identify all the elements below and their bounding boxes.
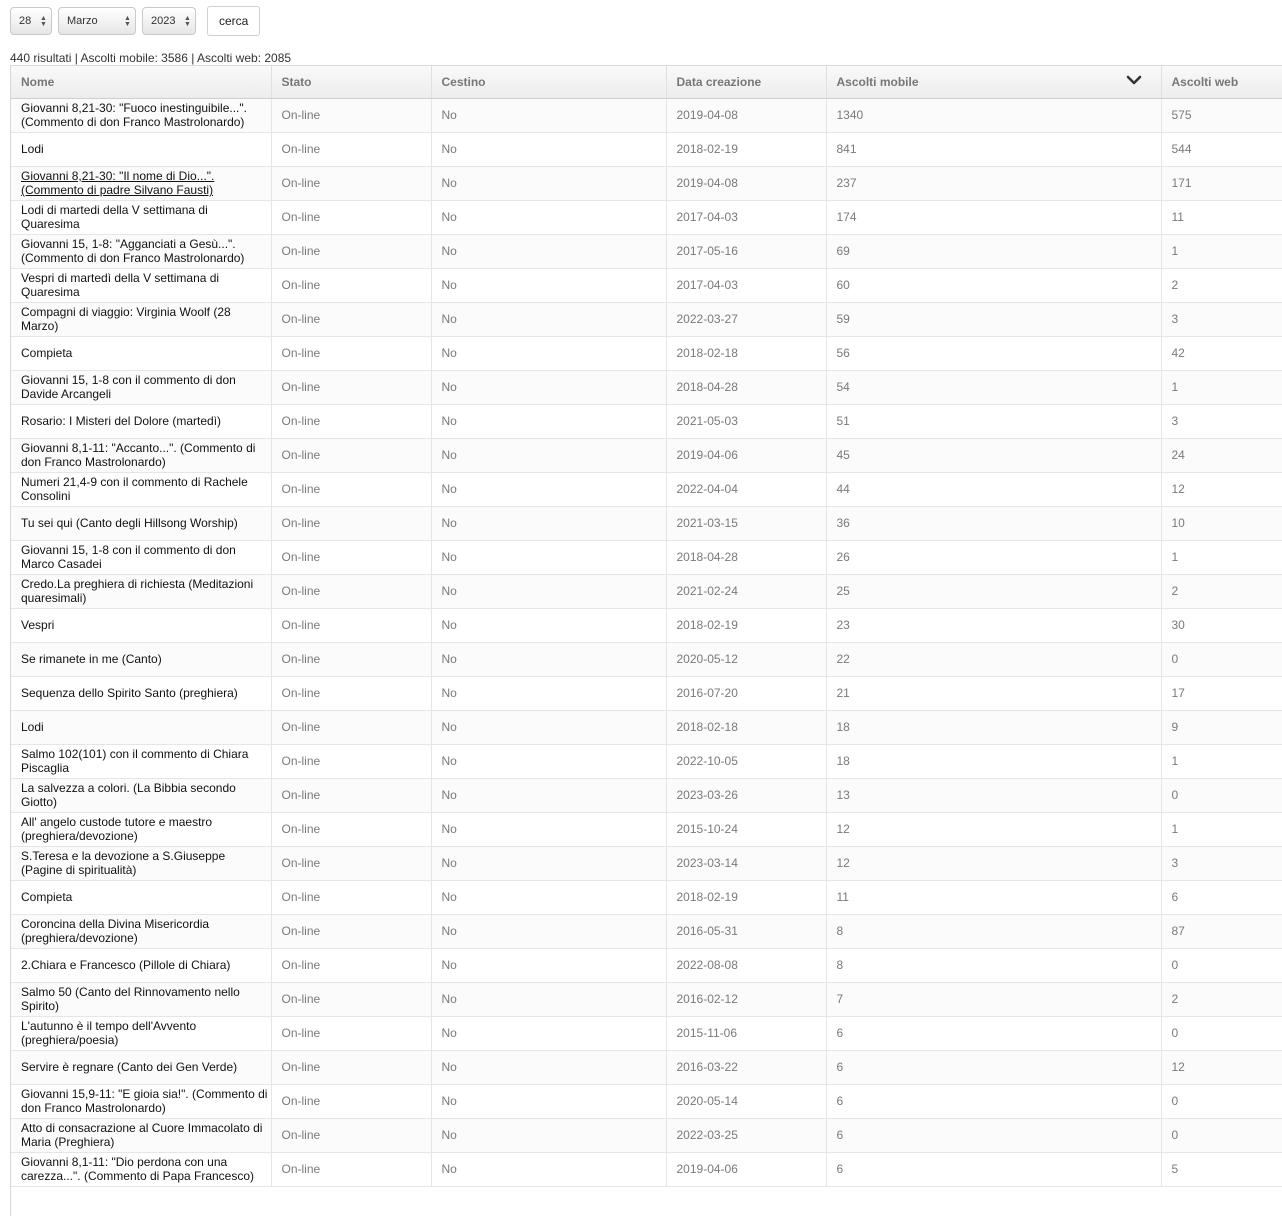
cell-data-creazione: 2022-03-27 <box>666 302 826 336</box>
cell-ascolti-web: 87 <box>1161 914 1282 948</box>
cell-ascolti-mobile: 8 <box>826 914 1161 948</box>
cell-ascolti-web: 544 <box>1161 132 1282 166</box>
table-row[interactable] <box>11 370 1282 404</box>
cell-data-creazione: 2018-04-28 <box>666 540 826 574</box>
cell-nome[interactable]: Giovanni 15, 1-8 con il commento di don Davide Arcangeli <box>11 370 271 404</box>
cell-nome[interactable]: Giovanni 8,21-30: "Il nome di Dio...". (Commento di padre Silvano Fausti) <box>11 166 271 200</box>
cell-ascolti-web: 0 <box>1161 778 1282 812</box>
table-header-row <box>11 66 1282 98</box>
cell-data-creazione: 2017-04-03 <box>666 268 826 302</box>
cell-nome[interactable]: Giovanni 15,9-11: "E gioia sia!". (Commento di don Franco Mastrolonardo) <box>11 1084 271 1118</box>
cell-data-creazione: 2019-04-08 <box>666 166 826 200</box>
cell-stato: On-line <box>271 982 431 1016</box>
cell-stato: On-line <box>271 98 431 132</box>
day-select[interactable] <box>10 7 52 35</box>
cell-data-creazione: 2018-02-18 <box>666 710 826 744</box>
cell-nome[interactable]: Servire è regnare (Canto dei Gen Verde) <box>11 1050 271 1084</box>
cell-ascolti-mobile: 6 <box>826 1050 1161 1084</box>
cell-cestino: No <box>431 132 666 166</box>
cell-stato: On-line <box>271 574 431 608</box>
cell-ascolti-web: 171 <box>1161 166 1282 200</box>
cell-cestino: No <box>431 846 666 880</box>
cell-cestino: No <box>431 642 666 676</box>
cell-cestino: No <box>431 1152 666 1186</box>
cell-stato: On-line <box>271 234 431 268</box>
cell-nome[interactable]: Numeri 21,4-9 con il commento di Rachele Consolini <box>11 472 271 506</box>
cell-stato: On-line <box>271 1016 431 1050</box>
cell-cestino: No <box>431 370 666 404</box>
cell-ascolti-web: 0 <box>1161 1118 1282 1152</box>
cell-ascolti-web: 12 <box>1161 472 1282 506</box>
cell-ascolti-mobile: 1340 <box>826 98 1161 132</box>
cell-data-creazione: 2020-05-12 <box>666 642 826 676</box>
table-row[interactable] <box>11 302 1282 336</box>
cell-ascolti-web: 3 <box>1161 404 1282 438</box>
cell-nome[interactable]: Vespri <box>11 608 271 642</box>
cell-ascolti-mobile: 44 <box>826 472 1161 506</box>
cell-data-creazione: 2017-05-16 <box>666 234 826 268</box>
table-row[interactable] <box>11 846 1282 880</box>
cell-stato: On-line <box>271 268 431 302</box>
cell-stato: On-line <box>271 506 431 540</box>
cell-nome[interactable]: Giovanni 8,1-11: "Accanto...". (Commento di don Franco Mastrolonardo) <box>11 438 271 472</box>
table-row[interactable] <box>11 744 1282 778</box>
cell-ascolti-mobile: 6 <box>826 1152 1161 1186</box>
cell-cestino: No <box>431 710 666 744</box>
table-row[interactable] <box>11 166 1282 200</box>
cell-ascolti-mobile: 54 <box>826 370 1161 404</box>
cell-stato: On-line <box>271 676 431 710</box>
table-row[interactable] <box>11 200 1282 234</box>
table-row[interactable] <box>11 710 1282 744</box>
cell-data-creazione: 2017-04-03 <box>666 200 826 234</box>
cell-stato: On-line <box>271 370 431 404</box>
cell-nome[interactable]: Rosario: I Misteri del Dolore (martedì) <box>11 404 271 438</box>
cell-nome[interactable]: Lodi <box>11 710 271 744</box>
cell-stato: On-line <box>271 302 431 336</box>
column-header-ascolti-mobile[interactable]: Ascolti mobile <box>826 66 1161 98</box>
cell-ascolti-web: 24 <box>1161 438 1282 472</box>
cell-data-creazione: 2016-03-22 <box>666 1050 826 1084</box>
cell-stato: On-line <box>271 710 431 744</box>
cell-stato: On-line <box>271 1084 431 1118</box>
cell-cestino: No <box>431 1084 666 1118</box>
table-row[interactable] <box>11 982 1282 1016</box>
cell-cestino: No <box>431 166 666 200</box>
cell-stato: On-line <box>271 914 431 948</box>
cell-data-creazione: 2016-05-31 <box>666 914 826 948</box>
cell-nome[interactable]: All' angelo custode tutore e maestro (preghiera/devozione) <box>11 812 271 846</box>
cell-data-creazione: 2016-07-20 <box>666 676 826 710</box>
table-row[interactable] <box>11 336 1282 370</box>
cell-nome[interactable]: Coroncina della Divina Misericordia (preghiera/devozione) <box>11 914 271 948</box>
cell-cestino: No <box>431 948 666 982</box>
cell-stato: On-line <box>271 132 431 166</box>
cell-data-creazione: 2023-03-14 <box>666 846 826 880</box>
table-row[interactable] <box>11 642 1282 676</box>
cell-ascolti-mobile: 51 <box>826 404 1161 438</box>
table-row[interactable] <box>11 608 1282 642</box>
cell-nome[interactable]: Salmo 102(101) con il commento di Chiara Piscaglia <box>11 744 271 778</box>
cell-ascolti-mobile: 18 <box>826 710 1161 744</box>
cell-cestino: No <box>431 1050 666 1084</box>
cell-cestino: No <box>431 778 666 812</box>
cell-stato: On-line <box>271 404 431 438</box>
cell-ascolti-mobile: 174 <box>826 200 1161 234</box>
cell-ascolti-mobile: 12 <box>826 812 1161 846</box>
cell-ascolti-mobile: 13 <box>826 778 1161 812</box>
table-row[interactable] <box>11 778 1282 812</box>
cell-cestino: No <box>431 744 666 778</box>
cell-cestino: No <box>431 234 666 268</box>
cell-ascolti-mobile: 59 <box>826 302 1161 336</box>
cell-ascolti-web: 1 <box>1161 234 1282 268</box>
cell-ascolti-web: 42 <box>1161 336 1282 370</box>
cell-data-creazione: 2018-02-19 <box>666 880 826 914</box>
cell-cestino: No <box>431 404 666 438</box>
results-summary: 440 risultati | Ascolti mobile: 3586 | Ascolti web: 2085 <box>10 51 292 65</box>
cell-data-creazione: 2015-11-06 <box>666 1016 826 1050</box>
cell-ascolti-web: 0 <box>1161 1084 1282 1118</box>
cell-stato: On-line <box>271 948 431 982</box>
year-select[interactable] <box>142 7 196 35</box>
day-select-value: 28 <box>19 15 32 27</box>
cell-nome[interactable]: Giovanni 15, 1-8 con il commento di don Marco Casadei <box>11 540 271 574</box>
cell-data-creazione: 2020-05-14 <box>666 1084 826 1118</box>
table-row[interactable] <box>11 1084 1282 1118</box>
cell-ascolti-mobile: 237 <box>826 166 1161 200</box>
cell-cestino: No <box>431 336 666 370</box>
cell-nome[interactable]: L'autunno è il tempo dell'Avvento (preghiera/poesia) <box>11 1016 271 1050</box>
cell-ascolti-mobile: 23 <box>826 608 1161 642</box>
cell-ascolti-web: 0 <box>1161 642 1282 676</box>
table-row[interactable] <box>11 234 1282 268</box>
cell-data-creazione: 2019-04-06 <box>666 1152 826 1186</box>
table-row[interactable] <box>11 1016 1282 1050</box>
cell-stato: On-line <box>271 438 431 472</box>
cell-ascolti-web: 1 <box>1161 744 1282 778</box>
table-row[interactable] <box>11 98 1282 132</box>
cell-data-creazione: 2018-02-18 <box>666 336 826 370</box>
cell-ascolti-web: 10 <box>1161 506 1282 540</box>
cell-nome[interactable]: Tu sei qui (Canto degli Hillsong Worship) <box>11 506 271 540</box>
cell-stato: On-line <box>271 200 431 234</box>
cell-nome[interactable]: 2.Chiara e Francesco (Pillole di Chiara) <box>11 948 271 982</box>
cell-ascolti-mobile: 25 <box>826 574 1161 608</box>
cell-nome[interactable]: Giovanni 15, 1-8: "Agganciati a Gesù...". (Commento di don Franco Mastrolonardo) <box>11 234 271 268</box>
cell-stato: On-line <box>271 744 431 778</box>
table-row[interactable] <box>11 914 1282 948</box>
cell-ascolti-mobile: 22 <box>826 642 1161 676</box>
table-row[interactable] <box>11 404 1282 438</box>
cell-ascolti-web: 2 <box>1161 982 1282 1016</box>
cell-ascolti-web: 1 <box>1161 812 1282 846</box>
cell-data-creazione: 2023-03-26 <box>666 778 826 812</box>
cell-ascolti-mobile: 6 <box>826 1016 1161 1050</box>
cell-cestino: No <box>431 98 666 132</box>
cell-data-creazione: 2019-04-06 <box>666 438 826 472</box>
year-select-value: 2023 <box>151 15 176 27</box>
cell-data-creazione: 2016-02-12 <box>666 982 826 1016</box>
chevron-down-icon[interactable] <box>1125 72 1143 90</box>
filter-bar <box>10 6 260 36</box>
cell-ascolti-web: 2 <box>1161 268 1282 302</box>
cell-ascolti-web: 5 <box>1161 1152 1282 1186</box>
cell-cestino: No <box>431 438 666 472</box>
cell-stato: On-line <box>271 1050 431 1084</box>
cell-stato: On-line <box>271 846 431 880</box>
cell-ascolti-web: 2 <box>1161 574 1282 608</box>
table-row[interactable] <box>11 540 1282 574</box>
cell-ascolti-mobile: 11 <box>826 880 1161 914</box>
cell-nome[interactable]: S.Teresa e la devozione a S.Giuseppe (Pagine di spiritualità) <box>11 846 271 880</box>
cell-nome[interactable]: Lodi <box>11 132 271 166</box>
cell-stato: On-line <box>271 812 431 846</box>
cell-cestino: No <box>431 676 666 710</box>
cell-ascolti-mobile: 56 <box>826 336 1161 370</box>
cell-nome[interactable]: Giovanni 8,21-30: "Fuoco inestinguibile...". (Commento di don Franco Mastrolonardo) <box>11 98 271 132</box>
table-row[interactable] <box>11 1152 1282 1186</box>
cell-stato: On-line <box>271 608 431 642</box>
column-header-data-creazione[interactable]: Data creazione <box>666 66 826 98</box>
column-header-cestino[interactable]: Cestino <box>431 66 666 98</box>
cell-ascolti-web: 0 <box>1161 948 1282 982</box>
cell-data-creazione: 2015-10-24 <box>666 812 826 846</box>
cell-cestino: No <box>431 200 666 234</box>
cell-stato: On-line <box>271 880 431 914</box>
updown-arrows-icon: ▲ ▼ <box>40 15 47 28</box>
cell-ascolti-mobile: 69 <box>826 234 1161 268</box>
cell-ascolti-web: 3 <box>1161 302 1282 336</box>
cell-data-creazione: 2022-03-25 <box>666 1118 826 1152</box>
cell-stato: On-line <box>271 540 431 574</box>
cell-ascolti-mobile: 60 <box>826 268 1161 302</box>
cell-cestino: No <box>431 506 666 540</box>
cell-ascolti-mobile: 6 <box>826 1084 1161 1118</box>
cell-nome[interactable]: Atto di consacrazione al Cuore Immacolato di Maria (Preghiera) <box>11 1118 271 1152</box>
cell-data-creazione: 2021-05-03 <box>666 404 826 438</box>
cell-data-creazione: 2022-04-04 <box>666 472 826 506</box>
cell-ascolti-mobile: 18 <box>826 744 1161 778</box>
cell-nome[interactable]: Credo.La preghiera di richiesta (Meditazioni quaresimali) <box>11 574 271 608</box>
cell-nome[interactable]: Lodi di martedi della V settimana di Quaresima <box>11 200 271 234</box>
cell-ascolti-web: 17 <box>1161 676 1282 710</box>
cell-stato: On-line <box>271 336 431 370</box>
cell-ascolti-mobile: 45 <box>826 438 1161 472</box>
cell-ascolti-web: 575 <box>1161 98 1282 132</box>
cell-nome[interactable]: Compieta <box>11 880 271 914</box>
table-row[interactable] <box>11 574 1282 608</box>
cell-data-creazione: 2018-02-19 <box>666 132 826 166</box>
cell-stato: On-line <box>271 1152 431 1186</box>
updown-arrows-icon: ▲ ▼ <box>124 15 131 28</box>
cell-ascolti-mobile: 6 <box>826 1118 1161 1152</box>
cell-cestino: No <box>431 302 666 336</box>
cell-cestino: No <box>431 812 666 846</box>
cell-cestino: No <box>431 540 666 574</box>
updown-arrows-icon: ▲ ▼ <box>184 15 191 28</box>
cell-nome[interactable]: Vespri di martedì della V settimana di Quaresima <box>11 268 271 302</box>
cell-ascolti-mobile: 841 <box>826 132 1161 166</box>
table-row[interactable] <box>11 880 1282 914</box>
cell-cestino: No <box>431 574 666 608</box>
cell-ascolti-mobile: 12 <box>826 846 1161 880</box>
cell-data-creazione: 2021-03-15 <box>666 506 826 540</box>
cell-ascolti-web: 3 <box>1161 846 1282 880</box>
cell-cestino: No <box>431 880 666 914</box>
cell-cestino: No <box>431 608 666 642</box>
cell-ascolti-web: 30 <box>1161 608 1282 642</box>
cell-nome[interactable]: Compieta <box>11 336 271 370</box>
table-row[interactable] <box>11 948 1282 982</box>
cell-ascolti-mobile: 7 <box>826 982 1161 1016</box>
table-row[interactable] <box>11 132 1282 166</box>
table-row[interactable] <box>11 812 1282 846</box>
table-row[interactable] <box>11 676 1282 710</box>
cell-ascolti-web: 11 <box>1161 200 1282 234</box>
cell-cestino: No <box>431 472 666 506</box>
table-row[interactable] <box>11 1118 1282 1152</box>
month-select[interactable] <box>58 7 136 35</box>
cell-ascolti-web: 0 <box>1161 1016 1282 1050</box>
table-row[interactable] <box>11 438 1282 472</box>
cell-stato: On-line <box>271 472 431 506</box>
column-header-nome[interactable]: Nome <box>11 66 271 98</box>
column-header-ascolti-web[interactable]: Ascolti web <box>1161 66 1282 98</box>
cell-data-creazione: 2021-02-24 <box>666 574 826 608</box>
column-header-stato[interactable]: Stato <box>271 66 431 98</box>
cell-data-creazione: 2018-04-28 <box>666 370 826 404</box>
table-row[interactable] <box>11 1050 1282 1084</box>
cell-nome[interactable]: Se rimanete in me (Canto) <box>11 642 271 676</box>
cell-ascolti-mobile: 8 <box>826 948 1161 982</box>
cell-nome[interactable]: Salmo 50 (Canto del Rinnovamento nello Spirito) <box>11 982 271 1016</box>
cell-ascolti-web: 6 <box>1161 880 1282 914</box>
cell-stato: On-line <box>271 1118 431 1152</box>
cell-ascolti-mobile: 26 <box>826 540 1161 574</box>
cell-stato: On-line <box>271 778 431 812</box>
cell-nome[interactable]: La salvezza a colori. (La Bibbia secondo Giotto) <box>11 778 271 812</box>
cell-nome[interactable]: Compagni di viaggio: Virginia Woolf (28 Marzo) <box>11 302 271 336</box>
cell-data-creazione: 2019-04-08 <box>666 98 826 132</box>
cell-nome[interactable]: Giovanni 8,1-11: "Dio perdona con una carezza...". (Commento di Papa Francesco) <box>11 1152 271 1186</box>
cell-ascolti-web: 1 <box>1161 370 1282 404</box>
cell-ascolti-mobile: 36 <box>826 506 1161 540</box>
table-row[interactable] <box>11 472 1282 506</box>
cell-cestino: No <box>431 914 666 948</box>
table-row[interactable] <box>11 506 1282 540</box>
table-row[interactable] <box>11 268 1282 302</box>
month-select-value: Marzo <box>67 15 98 27</box>
cell-ascolti-web: 1 <box>1161 540 1282 574</box>
cell-ascolti-web: 9 <box>1161 710 1282 744</box>
cell-cestino: No <box>431 268 666 302</box>
cell-stato: On-line <box>271 642 431 676</box>
cell-data-creazione: 2022-10-05 <box>666 744 826 778</box>
cell-ascolti-web: 12 <box>1161 1050 1282 1084</box>
cell-stato: On-line <box>271 166 431 200</box>
search-button[interactable]: cerca <box>207 6 260 36</box>
cell-data-creazione: 2022-08-08 <box>666 948 826 982</box>
cell-nome[interactable]: Sequenza dello Spirito Santo (preghiera) <box>11 676 271 710</box>
cell-cestino: No <box>431 1016 666 1050</box>
cell-ascolti-mobile: 21 <box>826 676 1161 710</box>
results-table <box>10 65 1282 1216</box>
cell-cestino: No <box>431 982 666 1016</box>
cell-cestino: No <box>431 1118 666 1152</box>
cell-data-creazione: 2018-02-19 <box>666 608 826 642</box>
